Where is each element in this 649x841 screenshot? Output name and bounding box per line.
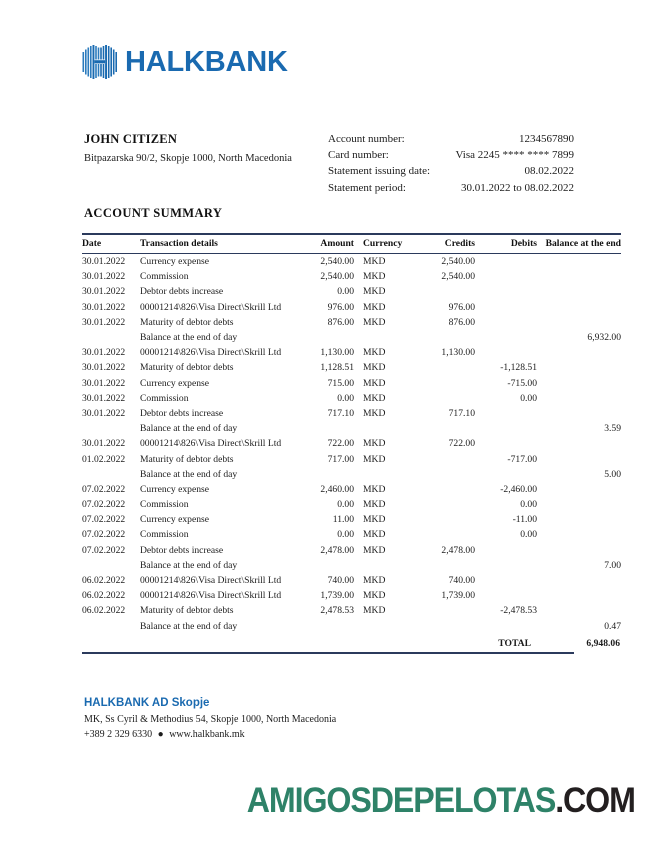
table-row [82, 315, 621, 330]
table-row [82, 482, 621, 497]
cell-credits: 976.00 [448, 301, 475, 313]
cell-credits [413, 391, 475, 406]
cell-date: 07.02.2022 [82, 499, 126, 511]
cell-details: Commission [140, 499, 189, 511]
cell-date: 30.01.2022 [82, 347, 126, 359]
watermark [247, 783, 635, 818]
cell-amount: 0.00 [337, 529, 354, 541]
account-detail-row [328, 180, 574, 196]
cell-date: 30.01.2022 [82, 438, 126, 450]
table-row [82, 603, 621, 618]
total-label: TOTAL [498, 637, 531, 649]
cell-currency: MKD [363, 301, 386, 313]
cell-debits [475, 573, 537, 588]
cell-amount: 715.00 [327, 377, 354, 389]
cell-currency: MKD [363, 347, 386, 359]
table-row [82, 254, 621, 270]
cell-credits [413, 330, 475, 345]
cell-balance [537, 376, 621, 391]
table-row [82, 527, 621, 542]
cell-currency: MKD [363, 438, 386, 450]
cell-debits: 0.00 [520, 499, 537, 511]
table-row [82, 406, 621, 421]
cell-credits: 1,130.00 [441, 347, 475, 359]
bullet-separator-icon: ● [157, 729, 164, 740]
column-header-balance: Balance at the end [537, 234, 621, 254]
column-header-details: Transaction details [136, 234, 292, 254]
cell-currency: MKD [363, 499, 386, 511]
table-header-row [82, 234, 621, 254]
cell-amount: 717.10 [327, 407, 354, 419]
cell-balance: 5.00 [604, 468, 621, 480]
table-row [82, 436, 621, 451]
footer-address: MK, Ss Cyril & Methodius 54, Skopje 1000, North Macedonia [84, 714, 337, 725]
cell-currency: MKD [363, 544, 386, 556]
cell-date: 07.02.2022 [82, 544, 126, 556]
table-row [82, 573, 621, 588]
cell-currency: MKD [363, 256, 386, 268]
cell-balance [537, 391, 621, 406]
cell-amount: 2,478.53 [320, 605, 354, 617]
cell-credits: 2,540.00 [441, 256, 475, 268]
end-of-day-row [82, 421, 621, 436]
cell-debits [475, 619, 537, 634]
cell-amount [292, 330, 354, 345]
cell-amount: 0.00 [337, 286, 354, 298]
cell-credits: 740.00 [448, 575, 475, 587]
cell-balance [537, 436, 621, 451]
cell-balance [537, 512, 621, 527]
watermark-suffix: .COM [555, 781, 635, 820]
cell-amount: 1,739.00 [320, 590, 354, 602]
page-title: ACCOUNT SUMMARY [84, 206, 223, 220]
cell-balance [537, 588, 621, 603]
cell-details: Maturity of debtor debts [140, 316, 234, 328]
cell-date [82, 467, 136, 482]
cell-credits [413, 451, 475, 466]
cell-amount: 2,478.00 [320, 544, 354, 556]
cell-currency [354, 421, 413, 436]
footer-contact [84, 729, 484, 740]
cell-credits [413, 421, 475, 436]
cell-credits [413, 527, 475, 542]
cell-date: 30.01.2022 [82, 286, 126, 298]
cell-credits [413, 482, 475, 497]
table-row [82, 391, 621, 406]
cell-details: Currency expense [140, 256, 209, 268]
end-of-day-row [82, 619, 621, 634]
card-number-value: Visa 2245 **** **** 7899 [455, 149, 574, 162]
cell-date: 07.02.2022 [82, 514, 126, 526]
cell-debits [475, 588, 537, 603]
column-header-debits: Debits [475, 234, 537, 254]
total-row [82, 634, 621, 651]
cell-amount: 2,460.00 [320, 483, 354, 495]
cell-details: Maturity of debtor debts [140, 362, 234, 374]
table-row [82, 360, 621, 375]
total-value: 6,948.06 [586, 637, 620, 649]
cell-details: Commission [140, 392, 189, 404]
table-body [82, 254, 621, 634]
cell-credits: 2,478.00 [441, 544, 475, 556]
cell-balance [537, 573, 621, 588]
cell-details: Debtor debts increase [140, 544, 224, 556]
cell-date: 30.01.2022 [82, 301, 126, 313]
account-detail-row [328, 147, 574, 163]
cell-currency [354, 619, 413, 634]
issuing-date-value: 08.02.2022 [524, 165, 574, 178]
cell-details: Debtor debts increase [140, 286, 224, 298]
cell-credits: 876.00 [448, 316, 475, 328]
cell-date: 06.02.2022 [82, 605, 126, 617]
cell-balance [537, 360, 621, 375]
end-of-day-row [82, 467, 621, 482]
cell-details: Currency expense [140, 483, 209, 495]
cell-debits: -11.00 [512, 514, 537, 526]
cell-amount: 11.00 [332, 514, 354, 526]
cell-currency: MKD [363, 407, 386, 419]
cell-date [82, 558, 136, 573]
cell-currency [354, 330, 413, 345]
cell-currency: MKD [363, 529, 386, 541]
cell-balance [537, 482, 621, 497]
cell-debits [475, 269, 537, 284]
bank-footer [84, 697, 484, 744]
cell-date: 30.01.2022 [82, 392, 126, 404]
cell-debits: -2,460.00 [500, 483, 537, 495]
cell-amount [292, 421, 354, 436]
cell-debits [475, 421, 537, 436]
cell-currency: MKD [363, 271, 386, 283]
account-details-block [328, 131, 574, 196]
cell-credits [413, 284, 475, 299]
cell-currency: MKD [363, 605, 386, 617]
account-detail-row [328, 131, 574, 147]
cell-details: Maturity of debtor debts [140, 605, 234, 617]
cell-date [82, 421, 136, 436]
cell-debits: -717.00 [507, 453, 537, 465]
cell-amount: 722.00 [327, 438, 354, 450]
cell-amount: 717.00 [327, 453, 354, 465]
cell-details: 00001214\826\Visa Direct\Skrill Ltd [140, 301, 282, 313]
cell-balance [537, 269, 621, 284]
cell-debits: 0.00 [520, 392, 537, 404]
cell-details: 00001214\826\Visa Direct\Skrill Ltd [140, 590, 282, 602]
cell-credits [413, 467, 475, 482]
cell-details: Balance at the end of day [140, 423, 238, 435]
table-row [82, 376, 621, 391]
cell-credits [413, 360, 475, 375]
cell-debits [475, 406, 537, 421]
cell-credits: 2,540.00 [441, 271, 475, 283]
cell-balance: 7.00 [604, 559, 621, 571]
cell-details: Currency expense [140, 377, 209, 389]
cell-date: 06.02.2022 [82, 590, 126, 602]
cell-details: Maturity of debtor debts [140, 453, 234, 465]
transactions-table-wrap [82, 233, 621, 654]
cell-credits: 717.10 [448, 407, 475, 419]
cell-balance [537, 345, 621, 360]
table-row [82, 345, 621, 360]
cell-balance: 6,932.00 [587, 332, 621, 344]
cell-debits [475, 436, 537, 451]
cell-details: 00001214\826\Visa Direct\Skrill Ltd [140, 347, 282, 359]
watermark-primary: AMIGOSDEPELOTAS [246, 781, 556, 820]
cell-currency: MKD [363, 590, 386, 602]
cell-debits [475, 284, 537, 299]
table-row [82, 451, 621, 466]
cell-amount: 0.00 [337, 499, 354, 511]
statement-period-label: Statement period: [328, 181, 406, 194]
cell-debits [475, 345, 537, 360]
cell-credits: 722.00 [448, 438, 475, 450]
cell-debits [475, 254, 537, 270]
card-number-label: Card number: [328, 149, 389, 162]
cell-date: 30.01.2022 [82, 362, 126, 374]
cell-details: Balance at the end of day [140, 620, 238, 632]
cell-credits [413, 376, 475, 391]
cell-credits [413, 558, 475, 573]
cell-currency: MKD [363, 392, 386, 404]
cell-debits: -715.00 [507, 377, 537, 389]
cell-balance [537, 603, 621, 618]
cell-balance [537, 284, 621, 299]
cell-debits [475, 300, 537, 315]
cell-balance: 3.59 [604, 423, 621, 435]
column-header-credits: Credits [413, 234, 475, 254]
cell-details: Commission [140, 271, 189, 283]
cell-details: 00001214\826\Visa Direct\Skrill Ltd [140, 575, 282, 587]
cell-details: Balance at the end of day [140, 468, 238, 480]
cell-date [82, 619, 136, 634]
bank-wordmark: HALKBANK [125, 45, 288, 78]
cell-amount: 876.00 [327, 316, 354, 328]
column-header-amount: Amount [292, 234, 354, 254]
cell-currency: MKD [363, 377, 386, 389]
cell-credits [413, 512, 475, 527]
table-row [82, 269, 621, 284]
halkbank-h-monogram-icon [82, 45, 118, 79]
cell-balance [537, 406, 621, 421]
table-header [82, 234, 621, 254]
cell-currency: MKD [363, 362, 386, 374]
cell-date [82, 330, 136, 345]
end-of-day-row [82, 558, 621, 573]
end-of-day-row [82, 330, 621, 345]
cell-date: 30.01.2022 [82, 256, 126, 268]
cell-credits: 1,739.00 [441, 590, 475, 602]
footer-phone: +389 2 329 6330 [84, 729, 153, 740]
cell-date: 07.02.2022 [82, 529, 126, 541]
cell-date: 30.01.2022 [82, 377, 126, 389]
cell-currency: MKD [363, 483, 386, 495]
cell-amount [292, 467, 354, 482]
cell-currency: MKD [363, 514, 386, 526]
cell-currency: MKD [363, 575, 386, 587]
customer-block [84, 132, 334, 164]
table-footer [82, 634, 621, 651]
table-row [82, 512, 621, 527]
column-header-date: Date [82, 234, 136, 254]
cell-debits [475, 467, 537, 482]
cell-details: Balance at the end of day [140, 332, 238, 344]
bank-logo [82, 45, 288, 79]
cell-balance [537, 300, 621, 315]
issuing-date-label: Statement issuing date: [328, 165, 431, 178]
cell-currency [354, 467, 413, 482]
cell-details: 00001214\826\Visa Direct\Skrill Ltd [140, 438, 282, 450]
cell-balance [537, 315, 621, 330]
cell-balance [537, 254, 621, 270]
cell-amount: 1,128.51 [320, 362, 354, 374]
table-row [82, 588, 621, 603]
cell-balance [537, 527, 621, 542]
table-row [82, 497, 621, 512]
customer-name: JOHN CITIZEN [84, 132, 178, 146]
cell-credits [413, 619, 475, 634]
cell-amount: 976.00 [327, 301, 354, 313]
cell-details: Currency expense [140, 514, 209, 526]
cell-debits [475, 543, 537, 558]
cell-balance [537, 497, 621, 512]
cell-date: 30.01.2022 [82, 271, 126, 283]
cell-debits: -2,478.53 [500, 605, 537, 617]
cell-amount: 2,540.00 [320, 271, 354, 283]
footer-website[interactable]: www.halkbank.mk [169, 729, 245, 740]
table-row [82, 543, 621, 558]
cell-amount: 1,130.00 [320, 347, 354, 359]
account-number-value: 1234567890 [519, 133, 574, 145]
cell-amount: 0.00 [337, 392, 354, 404]
account-detail-row [328, 163, 574, 179]
cell-amount: 740.00 [327, 575, 354, 587]
cell-balance [537, 451, 621, 466]
cell-date: 07.02.2022 [82, 483, 126, 495]
cell-currency [354, 558, 413, 573]
cell-date: 01.02.2022 [82, 453, 126, 465]
cell-currency: MKD [363, 286, 386, 298]
footer-bank-name: HALKBANK AD Skopje [84, 697, 210, 709]
cell-currency: MKD [363, 316, 386, 328]
cell-credits [413, 603, 475, 618]
column-header-currency: Currency [354, 234, 413, 254]
cell-amount [292, 619, 354, 634]
table-row [82, 284, 621, 299]
cell-details: Balance at the end of day [140, 559, 238, 571]
cell-balance [537, 543, 621, 558]
account-number-label: Account number: [328, 133, 405, 145]
cell-debits [475, 315, 537, 330]
cell-balance: 0.47 [604, 620, 621, 632]
cell-debits [475, 330, 537, 345]
cell-date: 30.01.2022 [82, 407, 126, 419]
cell-debits: -1,128.51 [500, 362, 537, 374]
cell-amount: 2,540.00 [320, 256, 354, 268]
cell-date: 06.02.2022 [82, 575, 126, 587]
cell-currency: MKD [363, 453, 386, 465]
cell-date: 30.01.2022 [82, 316, 126, 328]
cell-debits [475, 558, 537, 573]
statement-period-value: 30.01.2022 to 08.02.2022 [460, 181, 574, 194]
cell-details: Commission [140, 529, 189, 541]
cell-debits: 0.00 [520, 529, 537, 541]
cell-details: Debtor debts increase [140, 407, 224, 419]
table-row [82, 300, 621, 315]
customer-address: Bitpazarska 90/2, Skopje 1000, North Macedonia [84, 153, 292, 164]
cell-credits [413, 497, 475, 512]
cell-amount [292, 558, 354, 573]
total-divider [82, 652, 574, 654]
transactions-table [82, 233, 621, 651]
